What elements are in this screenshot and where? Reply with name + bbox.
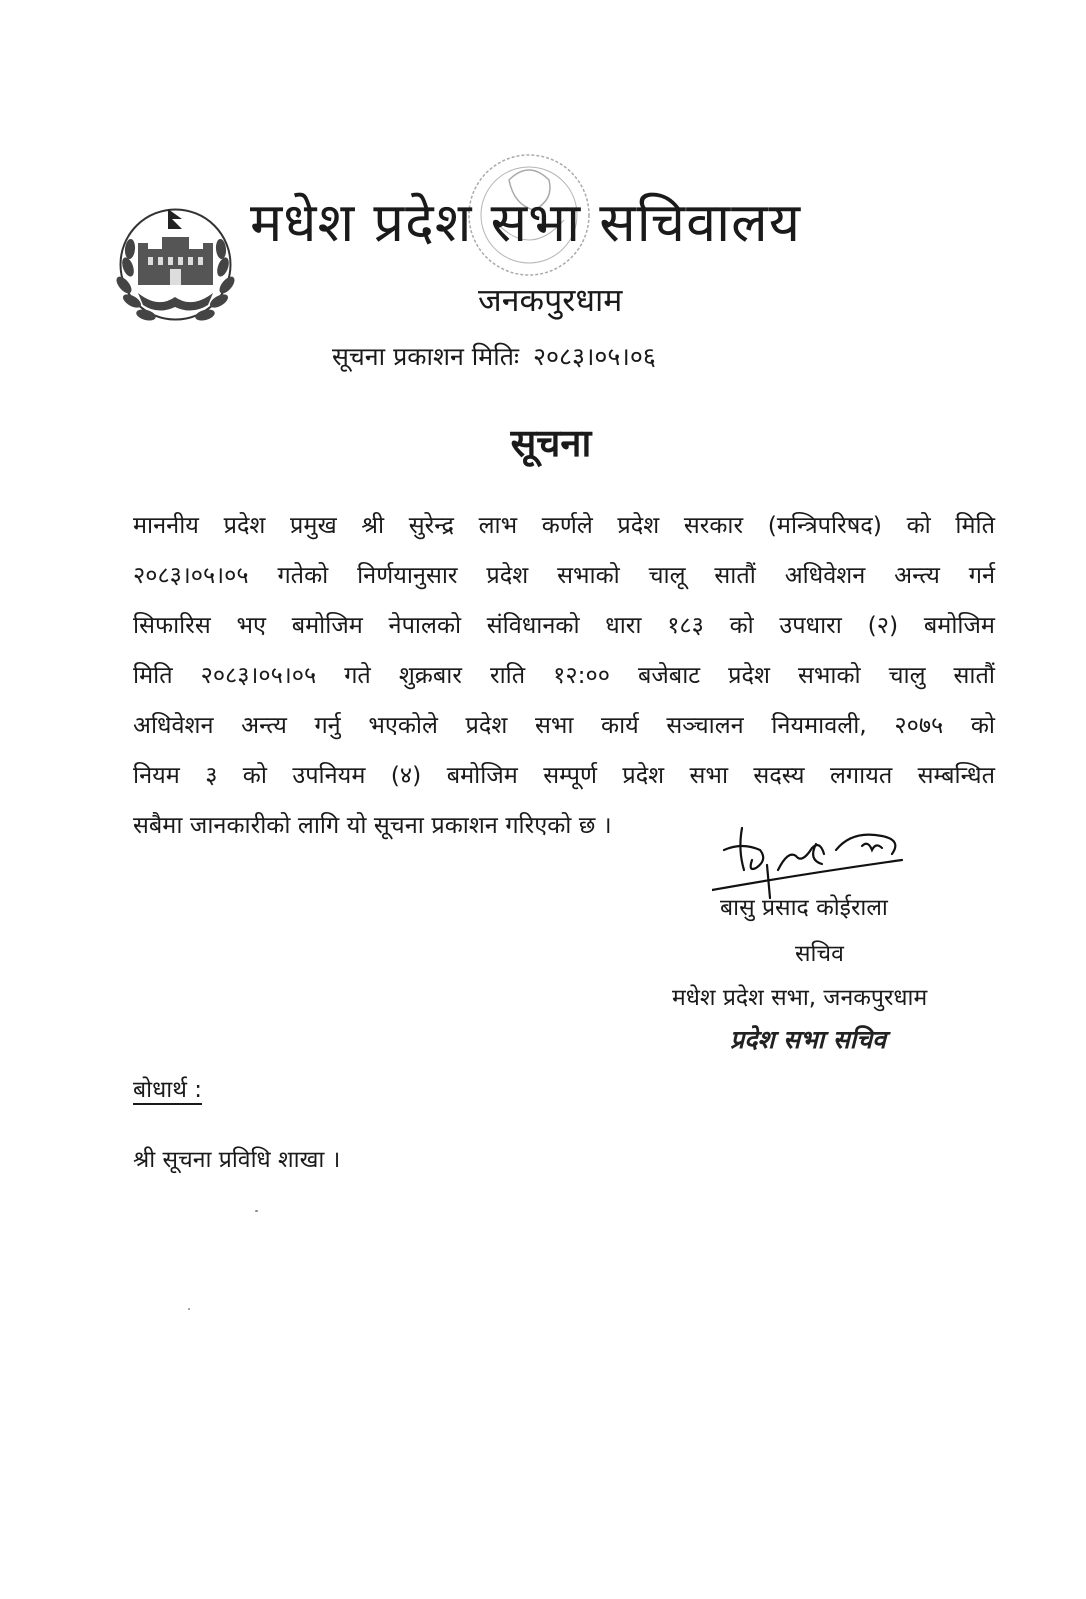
notice-line: २०८३।०५।०५ गतेको निर्णयानुसार प्रदेश सभाको चालू सातौं अधिवेशन अन्त्य गर्न	[133, 561, 995, 589]
notice-line: सिफारिस भए बमोजिम नेपालको संविधानको धारा १८३ को उपधारा (२) बमोजिम	[133, 611, 995, 639]
notice-line: मिति २०८३।०५।०५ गते शुक्रबार राति १२:०० बजेबाट प्रदेश सभाको चालु सातौं	[133, 661, 995, 689]
cc-item: श्री सूचना प्रविधि शाखा ।	[133, 1147, 341, 1173]
notice-line: माननीय प्रदेश प्रमुख श्री सुरेन्द्र लाभ कर्णले प्रदेश सरकार (मन्त्रिपरिषद) को मिति	[133, 511, 995, 539]
notice-line: सबैमा जानकारीको लागि यो सूचना प्रकाशन गरिएको छ ।	[133, 811, 612, 839]
signatory-title: सचिव	[795, 941, 844, 967]
scan-speck	[188, 1308, 190, 1310]
signatory-name: बासु प्रसाद कोईराला	[720, 895, 888, 921]
office-title: मधेश प्रदेश सभा सचिवालय	[250, 191, 802, 254]
signatory-office: मधेश प्रदेश सभा, जनकपुरधाम	[672, 985, 928, 1011]
office-city: जनकपुरधाम	[478, 281, 623, 319]
notice-heading	[0, 420, 1086, 466]
publication-date-line	[332, 340, 832, 374]
notice-line: अधिवेशन अन्त्य गर्नु भएकोले प्रदेश सभा कार्य सञ्चालन नियमावली, २०७५ को	[133, 711, 995, 739]
cc-label: बोधार्थ :	[133, 1077, 202, 1103]
scan-speck	[255, 1210, 258, 1212]
notice-line: नियम ३ को उपनियम (४) बमोजिम सम्पूर्ण प्रदेश सभा सदस्य लगायत सम्बन्धित	[133, 761, 995, 789]
notice-heading-text: सूचना	[510, 421, 592, 465]
publication-date-value: २०८३।०५।०६	[532, 342, 656, 371]
notice-body	[133, 503, 995, 853]
publication-date-label: सूचना प्रकाशन मितिः	[332, 342, 519, 371]
madhesh-assembly-emblem-icon	[108, 197, 243, 332]
designation-stamp: प्रदेश सभा सचिव	[730, 1025, 887, 1054]
